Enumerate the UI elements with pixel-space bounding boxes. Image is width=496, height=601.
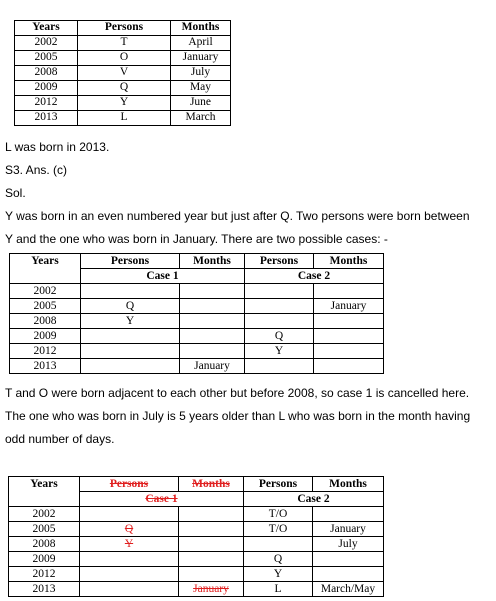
header-persons: Persons: [245, 254, 314, 269]
final-cases-table: [8, 476, 384, 597]
cell: Q: [80, 522, 179, 537]
month-cell: May: [171, 81, 231, 96]
table-row: [10, 284, 384, 299]
year-cell: 2005: [15, 51, 78, 66]
year-cell: 2013: [15, 111, 78, 126]
header-months: Months: [314, 254, 384, 269]
month-cell: April: [171, 36, 231, 51]
cell: [179, 522, 244, 537]
cell: [180, 344, 245, 359]
table-row: [15, 66, 231, 81]
cell: T/O: [244, 507, 313, 522]
table-row: [10, 314, 384, 329]
cell: [80, 567, 179, 582]
cell: Q: [244, 552, 313, 567]
person-cell: T: [78, 36, 171, 51]
header-years: Years: [9, 477, 80, 507]
header-persons: Persons: [244, 477, 313, 492]
cell: [179, 567, 244, 582]
year-cell: 2009: [15, 81, 78, 96]
cell: [314, 314, 384, 329]
case-2-label: Case 2: [244, 492, 384, 507]
text-line: Y and the one who was born in January. There are two possible cases: -: [5, 232, 388, 246]
table-row: [15, 81, 231, 96]
table-row: [10, 359, 384, 374]
table-row: [10, 344, 384, 359]
year-cell: 2009: [9, 552, 80, 567]
cell: [81, 329, 180, 344]
cell: [80, 507, 179, 522]
cell: Y: [81, 314, 180, 329]
cell: [314, 329, 384, 344]
cell: Y: [245, 344, 314, 359]
cell: Q: [245, 329, 314, 344]
header-months-struck: Months: [179, 477, 244, 492]
table-row: [9, 567, 384, 582]
text-line: T and O were born adjacent to each other but before 2008, so case 1 is cancelled here.: [5, 386, 470, 400]
cell: [81, 359, 180, 374]
table-row: [9, 507, 384, 522]
cell: Q: [81, 299, 180, 314]
header-years: Years: [15, 21, 78, 36]
table-row: [10, 329, 384, 344]
year-cell: 2013: [10, 359, 81, 374]
cell: [244, 537, 313, 552]
cases-table: [9, 253, 384, 374]
person-cell: O: [78, 51, 171, 66]
table-row: [15, 51, 231, 66]
month-cell: July: [171, 66, 231, 81]
year-cell: 2008: [15, 66, 78, 81]
year-cell: 2002: [15, 36, 78, 51]
cell: [313, 507, 384, 522]
cell: January: [179, 582, 244, 597]
text-line: Y was born in an even numbered year but just after Q. Two persons were born between: [5, 209, 470, 223]
month-cell: March: [171, 111, 231, 126]
cell: [179, 552, 244, 567]
cell: [180, 314, 245, 329]
table-row: [15, 36, 231, 51]
header-months: Months: [171, 21, 231, 36]
year-cell: 2005: [10, 299, 81, 314]
header-persons: Persons: [81, 254, 180, 269]
cell: [245, 284, 314, 299]
cell: [314, 359, 384, 374]
table-row: [9, 582, 384, 597]
cell: January: [313, 522, 384, 537]
year-cell: 2013: [9, 582, 80, 597]
cell: T/O: [244, 522, 313, 537]
cell: January: [314, 299, 384, 314]
table-row: [15, 111, 231, 126]
cell: [81, 284, 180, 299]
final-arrangement-table: [14, 20, 231, 126]
cell: [314, 284, 384, 299]
year-cell: 2012: [10, 344, 81, 359]
table-row: [10, 299, 384, 314]
cell: [314, 344, 384, 359]
header-months: Months: [180, 254, 245, 269]
month-cell: January: [171, 51, 231, 66]
year-cell: 2012: [9, 567, 80, 582]
year-cell: 2005: [9, 522, 80, 537]
cell: [179, 537, 244, 552]
year-cell: 2002: [9, 507, 80, 522]
case-1-label-struck: Case 1: [80, 492, 244, 507]
year-cell: 2002: [10, 284, 81, 299]
cell: [180, 284, 245, 299]
cell: [245, 299, 314, 314]
cell: [180, 329, 245, 344]
case-1-label: Case 1: [81, 269, 245, 284]
cell: [245, 314, 314, 329]
cell: [179, 507, 244, 522]
table-row: [15, 96, 231, 111]
solution-label: Sol.: [5, 186, 26, 200]
cell: [313, 552, 384, 567]
cell: Y: [80, 537, 179, 552]
person-cell: L: [78, 111, 171, 126]
cell: [245, 359, 314, 374]
text-line: L was born in 2013.: [5, 140, 110, 154]
table-row: [9, 537, 384, 552]
cell: [180, 299, 245, 314]
cell: [313, 567, 384, 582]
case-2-label: Case 2: [245, 269, 384, 284]
cell: [81, 344, 180, 359]
person-cell: Q: [78, 81, 171, 96]
header-months: Months: [313, 477, 384, 492]
cell: January: [180, 359, 245, 374]
text-line: odd number of days.: [5, 432, 115, 446]
cell: July: [313, 537, 384, 552]
cell: [80, 552, 179, 567]
header-persons-struck: Persons: [80, 477, 179, 492]
header-persons: Persons: [78, 21, 171, 36]
table-row: [9, 522, 384, 537]
table-row: [9, 552, 384, 567]
cell: Y: [244, 567, 313, 582]
text-line: The one who was born in July is 5 years older than L who was born in the month having: [5, 409, 471, 423]
cell: [80, 582, 179, 597]
person-cell: V: [78, 66, 171, 81]
month-cell: June: [171, 96, 231, 111]
year-cell: 2008: [9, 537, 80, 552]
year-cell: 2012: [15, 96, 78, 111]
header-years: Years: [10, 254, 81, 284]
year-cell: 2008: [10, 314, 81, 329]
person-cell: Y: [78, 96, 171, 111]
year-cell: 2009: [10, 329, 81, 344]
cell: L: [244, 582, 313, 597]
cell: March/May: [313, 582, 384, 597]
answer-line: S3. Ans. (c): [5, 163, 68, 177]
